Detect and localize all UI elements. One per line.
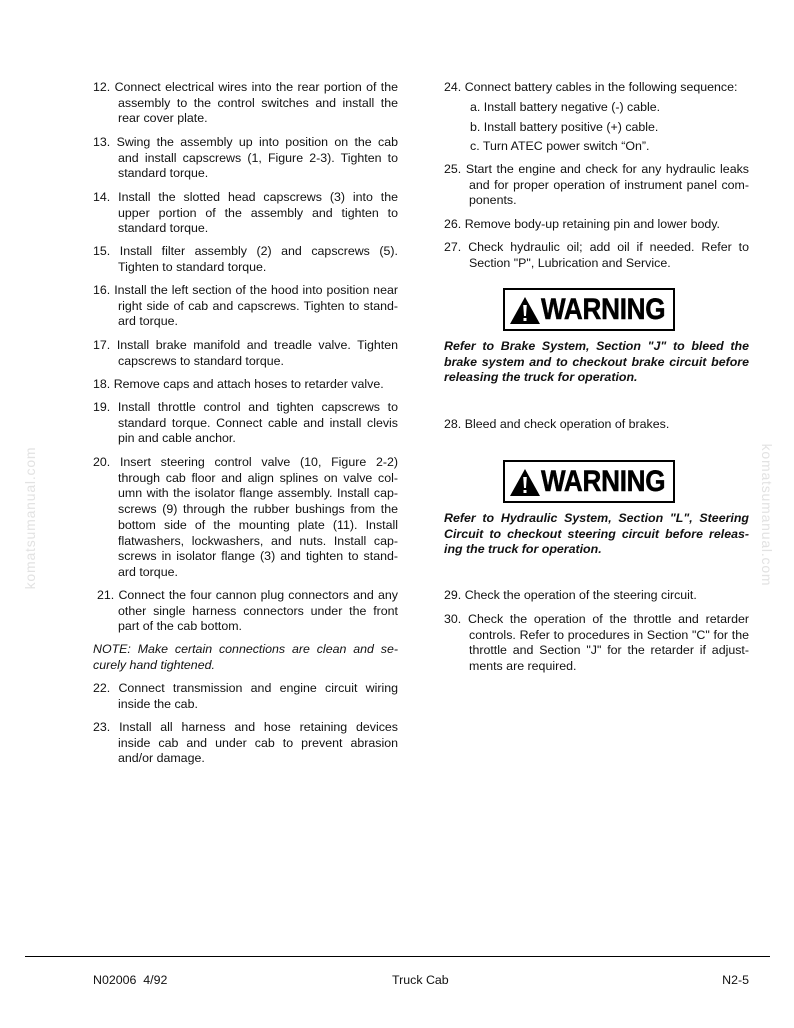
- step-line: ponents.: [469, 193, 517, 208]
- step-26: [444, 217, 749, 233]
- warning-line: brake system and to checkout brake circuit before: [444, 354, 749, 369]
- step-line: [444, 417, 749, 433]
- step-line: [444, 588, 749, 604]
- substep-label: b.: [470, 119, 481, 134]
- step-number: 13.: [93, 135, 111, 149]
- step-line: [93, 135, 398, 151]
- note-line: NOTE: Make certain connections are clean and se-: [93, 642, 398, 656]
- warning-line: Circuit to checkout steering circuit before releas-: [444, 526, 749, 541]
- step-line: rear cover plate.: [118, 111, 208, 126]
- step-number: 16.: [93, 283, 111, 297]
- step-number: 29.: [444, 588, 462, 602]
- substep-list: [470, 100, 749, 159]
- warning-banner: [503, 460, 675, 503]
- step-text: Check the operation of the throttle and retarder: [468, 612, 749, 626]
- step-line: [444, 80, 749, 96]
- step-number: 23.: [93, 720, 111, 734]
- step-text: Check the operation of the steering circuit.: [464, 588, 697, 602]
- step-line: [93, 720, 398, 736]
- step-line: [444, 612, 749, 628]
- step-text: Start the engine and check for any hydraulic leaks: [465, 162, 749, 176]
- step-13: [93, 135, 398, 182]
- step-line: ments are required.: [469, 659, 577, 674]
- step-line: capscrews to standard torque.: [118, 353, 284, 368]
- step-line: other single harness connectors under the front: [118, 603, 398, 618]
- step-23: [93, 720, 398, 767]
- step-text: Install brake manifold and treadle valve. Tighten: [116, 338, 398, 352]
- step-line: standard torque.: [118, 221, 209, 236]
- step-number: 21.: [97, 588, 115, 602]
- step-line: right side of cab and capscrews. Tighten to stand-: [118, 298, 398, 313]
- step-text: Remove caps and attach hoses to retarder valve.: [113, 377, 384, 391]
- step-text: Insert steering control valve (10, Figure 2-2): [119, 455, 398, 469]
- footer-rule: [25, 956, 770, 957]
- step-number: 17.: [93, 338, 111, 352]
- step-line: Section "P", Lubrication and Service.: [469, 255, 671, 270]
- step-line: flatwashers, lockwashers, and nuts. Install cap-: [118, 533, 398, 548]
- step-line: [93, 681, 398, 697]
- note-line: curely hand tightened.: [93, 657, 215, 672]
- step-text: Connect the four cannon plug connectors and any: [118, 588, 398, 602]
- step-line: part of the cab bottom.: [118, 619, 242, 634]
- substep-label: c.: [470, 139, 480, 154]
- substep-label: a.: [470, 100, 481, 114]
- warning-triangle-icon: [510, 297, 540, 324]
- step-line: pin and cable anchor.: [118, 431, 236, 446]
- step-number: 19.: [93, 400, 111, 414]
- step-text: Install all harness and hose retaining devices: [119, 720, 398, 734]
- step-number: 12.: [93, 80, 111, 94]
- step-line: inside cab and under cab to prevent abrasion: [118, 735, 398, 750]
- step-27: [444, 240, 749, 271]
- substep: [470, 100, 749, 116]
- warning-message: [444, 339, 749, 386]
- warning-line: releasing the truck for operation.: [444, 370, 638, 385]
- footer-doc-id: N02006 4/92: [93, 973, 168, 987]
- step-21: [93, 588, 398, 635]
- step-number: 28.: [444, 417, 462, 431]
- step-text: Install the left section of the hood into position near: [114, 283, 398, 297]
- step-line: [93, 588, 398, 604]
- step-number: 20.: [93, 455, 111, 469]
- step-text: Install throttle control and tighten capscrews to: [117, 400, 398, 414]
- step-text: Check hydraulic oil; add oil if needed. Refer to: [468, 240, 749, 254]
- step-line: inside the cab.: [118, 696, 198, 711]
- step-line: [93, 338, 398, 354]
- step-line: [93, 377, 398, 393]
- step-line: and/or damage.: [118, 751, 205, 766]
- step-18: [93, 377, 398, 393]
- step-22: [93, 681, 398, 712]
- step-line: ard torque.: [118, 314, 178, 329]
- substep-text: Install battery negative (-) cable.: [483, 100, 661, 114]
- watermark-left: komatsumanual.com: [22, 446, 38, 590]
- substep: [470, 120, 749, 136]
- step-text: Connect electrical wires into the rear portion of the: [114, 80, 398, 94]
- step-number: 27.: [444, 240, 462, 254]
- step-line: through cab floor and align splines on valve col-: [118, 470, 398, 485]
- step-line: [93, 190, 398, 206]
- step-20: [93, 455, 398, 581]
- step-30: [444, 612, 749, 675]
- step-line: ard torque.: [118, 564, 178, 579]
- step-number: 25.: [444, 162, 462, 176]
- step-line: and install capscrews (1, Figure 2-3). Tighten to: [118, 150, 398, 165]
- step-17: [93, 338, 398, 369]
- step-14: [93, 190, 398, 237]
- watermark-right: komatsumanual.com: [759, 443, 775, 587]
- step-line: throttle and Section "J" for the retarder if adjust-: [469, 643, 749, 658]
- step-line: [93, 455, 398, 471]
- warning-message: [444, 511, 749, 558]
- warning-line: Refer to Brake System, Section "J" to bleed the: [444, 339, 749, 353]
- step-19: [93, 400, 398, 447]
- step-line: [444, 240, 749, 256]
- step-line: screws (9) through the rubber bushings from the: [118, 502, 398, 517]
- step-line: [93, 80, 398, 96]
- step-29: [444, 588, 749, 604]
- step-text: Install filter assembly (2) and capscrews (5).: [119, 244, 398, 258]
- step-line: [444, 162, 749, 178]
- step-text: Install the slotted head capscrews (3) into the: [118, 190, 398, 204]
- warning-line: ing the truck for operation.: [444, 542, 602, 557]
- step-15: [93, 244, 398, 275]
- step-line: [93, 400, 398, 416]
- step-text: Swing the assembly up into position on the cab: [116, 135, 398, 149]
- step-text: Connect transmission and engine circuit wiring: [118, 681, 398, 695]
- step-line: bottom side of the mounting plate (11). Install: [118, 517, 398, 532]
- step-25: [444, 162, 749, 209]
- step-line: assembly to the control switches and install the: [118, 95, 398, 110]
- step-text: Bleed and check operation of brakes.: [464, 417, 670, 431]
- step-line: and for proper operation of instrument panel com-: [469, 177, 749, 192]
- step-number: 24.: [444, 80, 462, 94]
- step-number: 30.: [444, 612, 462, 626]
- warning-label: WARNING: [541, 465, 666, 498]
- step-number: 15.: [93, 244, 111, 258]
- step-line: Tighten to standard torque.: [118, 259, 267, 274]
- step-line: [444, 217, 749, 233]
- step-16: [93, 283, 398, 330]
- step-line: screws in isolator flange (3) and tighten to stand-: [118, 549, 398, 564]
- step-line: umn with the isolator flange assembly. Install cap-: [118, 486, 398, 501]
- warning-triangle-icon: [510, 469, 540, 496]
- step-24: [444, 80, 749, 96]
- substep: [470, 139, 749, 155]
- warning-banner: [503, 288, 675, 331]
- warning-label: WARNING: [541, 293, 666, 326]
- step-line: standard torque.: [118, 166, 209, 181]
- warning-line: Refer to Hydraulic System, Section "L", Steering: [444, 511, 749, 525]
- substep-text: Turn ATEC power switch “On”.: [482, 139, 650, 154]
- step-line: controls. Refer to procedures in Section "C" for the: [469, 627, 749, 642]
- substep-text: Install battery positive (+) cable.: [483, 119, 659, 134]
- step-line: standard torque. Connect cable and install clevis: [118, 415, 398, 430]
- step-number: 14.: [93, 190, 111, 204]
- step-text: Remove body-up retaining pin and lower body.: [464, 217, 720, 231]
- step-number: 22.: [93, 681, 111, 695]
- note: [93, 642, 398, 673]
- step-number: 26.: [444, 217, 462, 231]
- step-12: [93, 80, 398, 127]
- step-number: 18.: [93, 377, 111, 391]
- step-line: upper portion of the assembly and tighten to: [118, 205, 398, 220]
- footer-section-title: Truck Cab: [392, 973, 449, 987]
- step-line: [93, 283, 398, 299]
- step-line: [93, 244, 398, 260]
- step-28: [444, 417, 749, 433]
- footer-page-number: N2-5: [722, 973, 749, 987]
- step-text: Connect battery cables in the following sequence:: [464, 80, 738, 94]
